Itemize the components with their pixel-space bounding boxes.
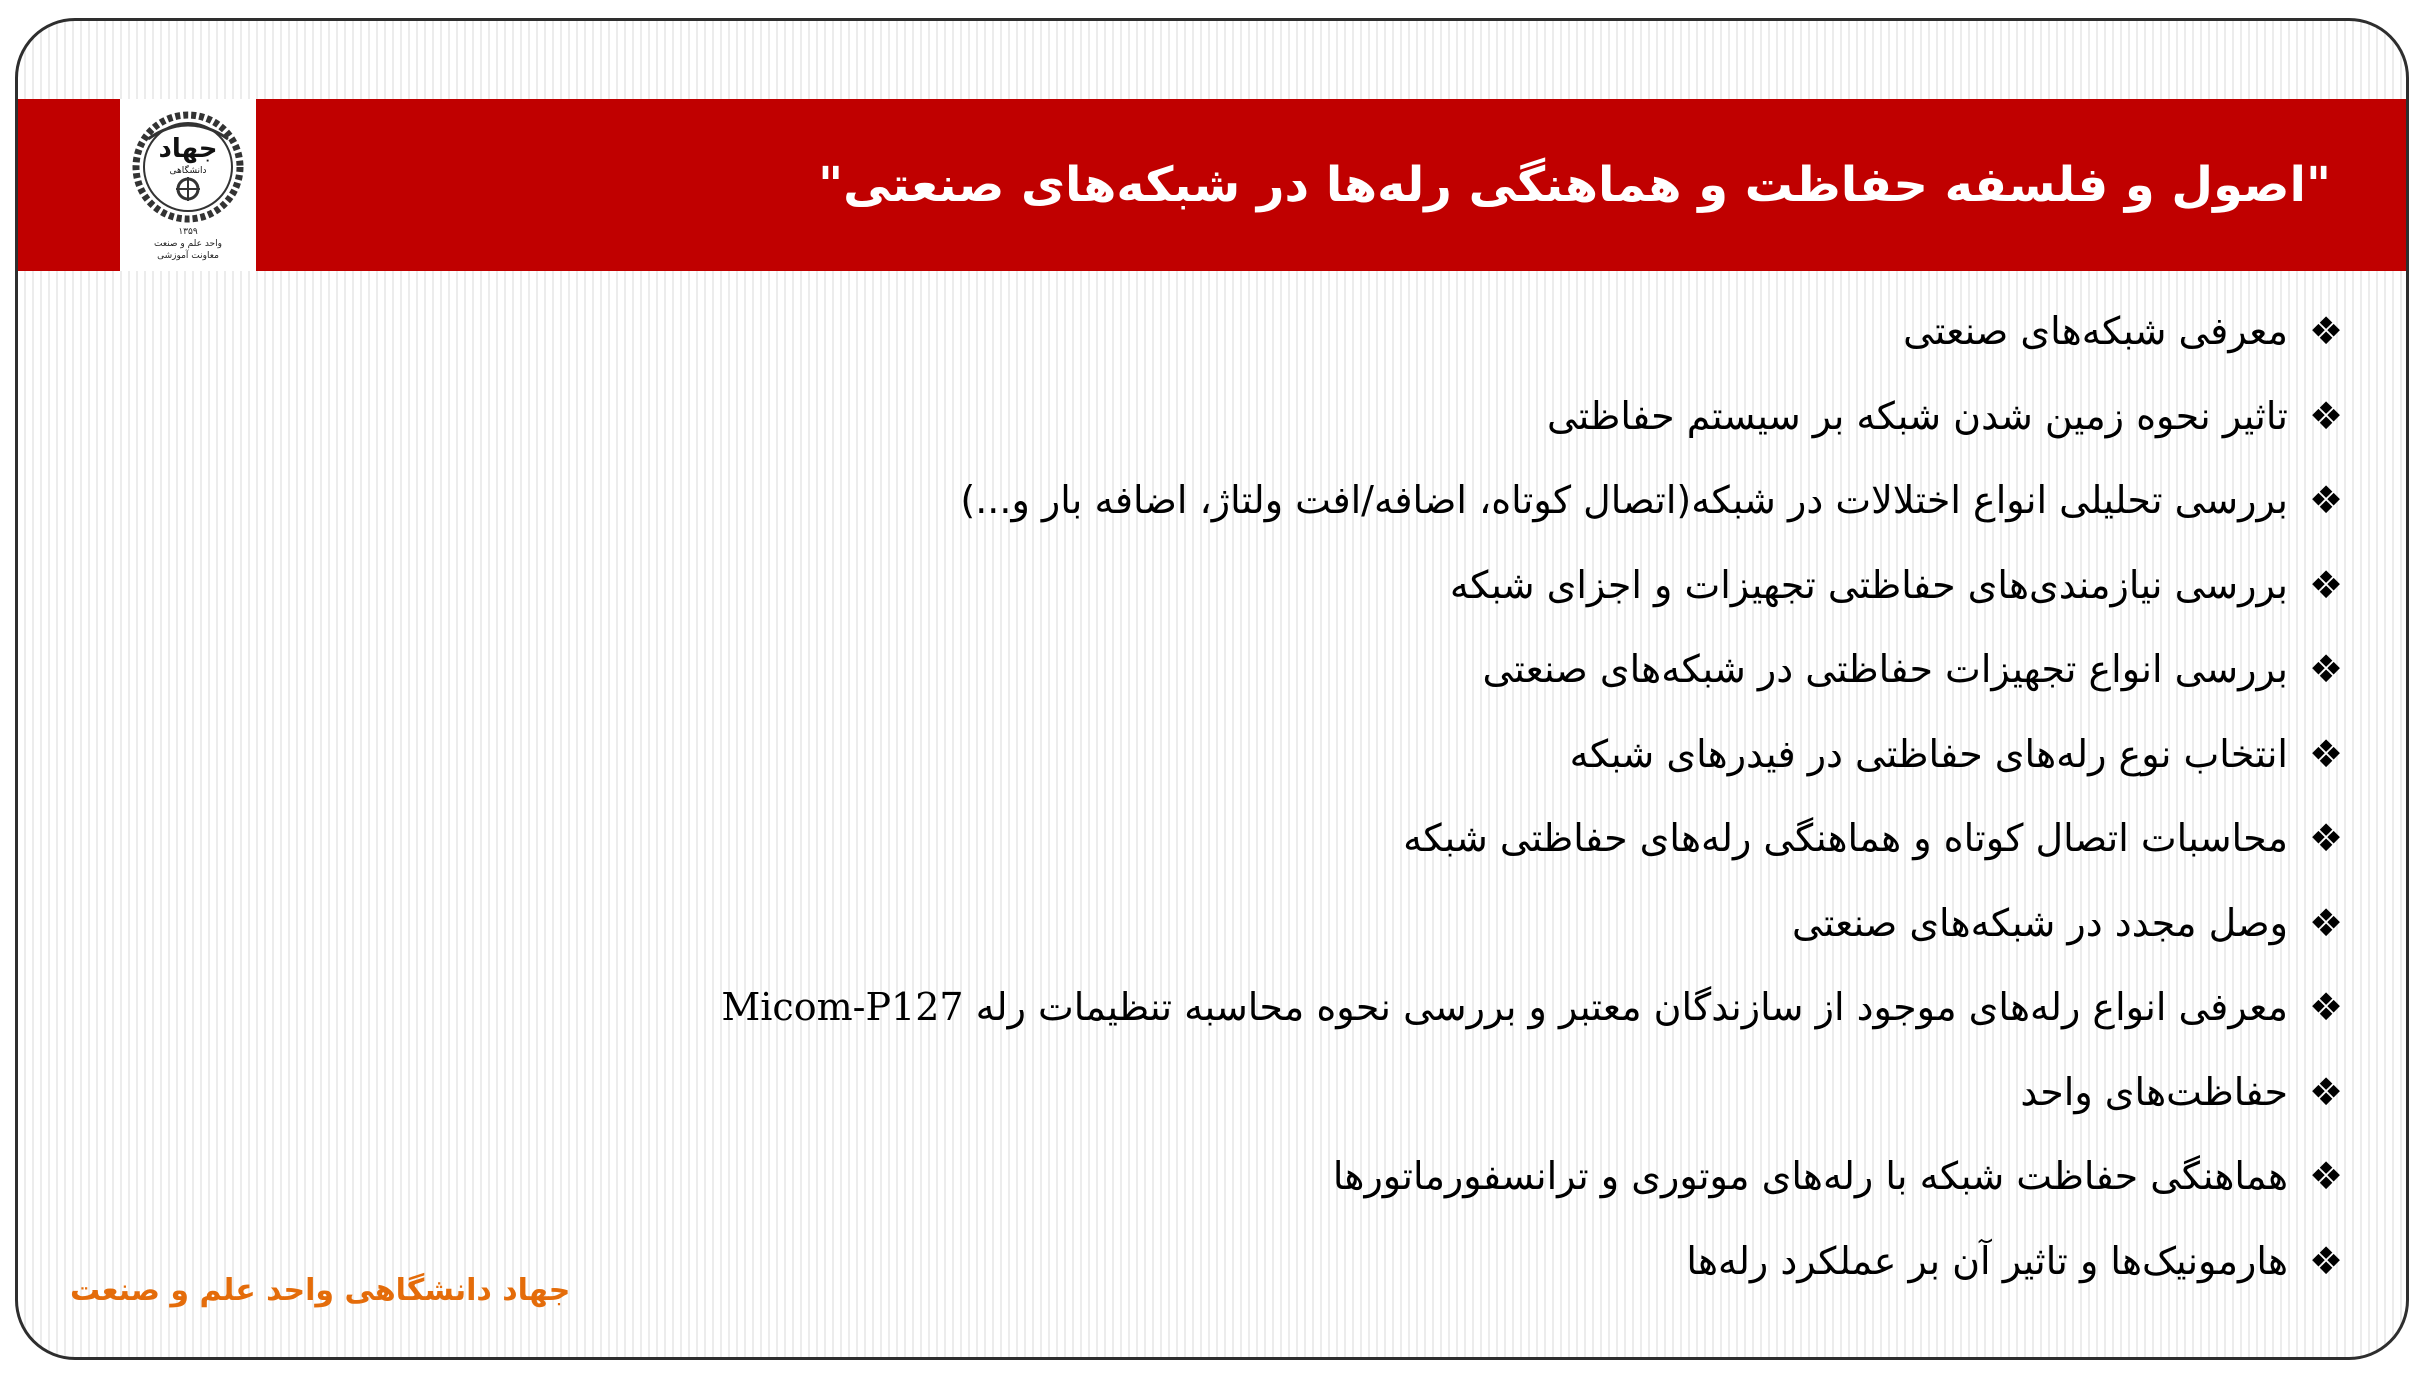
logo <box>120 99 256 271</box>
list-item-text: بررسی انواع تجهیزات حفاظتی در شبکه‌های صنعتی <box>1482 647 2288 691</box>
logo-caption-line2: معاونت آموزشی <box>157 251 219 261</box>
slide-title: "اصول و فلسفه حفاظت و هماهنگی رله‌ها در شبکه‌های صنعتی" <box>818 157 2331 213</box>
bullet-list <box>354 289 2354 1303</box>
list-item <box>354 881 2354 966</box>
list-item-text-main: معرفی انواع رله‌های موجود از سازندگان معتبر و بررسی نحوه محاسبه تنظیمات رله <box>975 985 2288 1029</box>
list-item <box>354 965 2354 1050</box>
list-item-text: هارمونیک‌ها و تاثیر آن بر عملکرد رله‌ها <box>1686 1238 2288 1283</box>
jahad-daneshgahi-emblem-icon <box>126 105 250 227</box>
diamond-bullet-icon: ❖ <box>2308 900 2344 945</box>
list-item-text: وصل مجدد در شبکه‌های صنعتی <box>1792 900 2288 945</box>
list-item <box>354 1050 2354 1135</box>
list-item-text: محاسبات اتصال کوتاه و هماهنگی رله‌های حفاظتی شبکه <box>1403 816 2288 860</box>
diamond-bullet-icon: ❖ <box>2308 647 2344 691</box>
list-item <box>354 1219 2354 1304</box>
list-item-text: حفاظت‌های واحد <box>2020 1069 2288 1114</box>
list-item <box>354 458 2354 543</box>
list-item-text <box>721 965 2288 1050</box>
list-item <box>354 374 2354 459</box>
diamond-bullet-icon: ❖ <box>2308 816 2344 860</box>
relay-model-name: Micom-P127 <box>721 985 964 1029</box>
slide-frame <box>15 18 2409 1360</box>
footer-organization: جهاد دانشگاهی واحد علم و صنعت <box>70 1273 571 1308</box>
logo-sub: دانشگاهی <box>169 166 207 176</box>
diamond-bullet-icon: ❖ <box>2308 478 2344 522</box>
list-item <box>354 1134 2354 1219</box>
diamond-bullet-icon: ❖ <box>2308 1238 2344 1283</box>
logo-year: ۱۳۵۹ <box>178 227 198 237</box>
list-item-text: بررسی تحلیلی انواع اختلالات در شبکه(اتصال کوتاه، اضافه/افت ولتاژ، اضافه بار و...) <box>960 478 2288 522</box>
list-item <box>354 289 2354 374</box>
diamond-bullet-icon: ❖ <box>2308 309 2344 353</box>
list-item-text: معرفی شبکه‌های صنعتی <box>1903 309 2288 353</box>
diamond-bullet-icon: ❖ <box>2308 1069 2344 1114</box>
logo-name: جهاد <box>158 134 218 164</box>
diamond-bullet-icon: ❖ <box>2308 1154 2344 1198</box>
list-item <box>354 627 2354 712</box>
diamond-bullet-icon: ❖ <box>2308 562 2344 607</box>
diamond-bullet-icon: ❖ <box>2308 985 2344 1029</box>
list-item <box>354 712 2354 797</box>
diamond-bullet-icon: ❖ <box>2308 393 2344 438</box>
list-item-text: بررسی نیازمندی‌های حفاظتی تجهیزات و اجزای شبکه <box>1449 562 2288 607</box>
diamond-bullet-icon: ❖ <box>2308 731 2344 776</box>
list-item <box>354 543 2354 628</box>
list-item <box>354 796 2354 881</box>
list-item-text: تاثیر نحوه زمین شدن شبکه بر سیستم حفاظتی <box>1547 393 2288 438</box>
list-item-text: انتخاب نوع رله‌های حفاظتی در فیدرهای شبکه <box>1569 731 2288 776</box>
list-item-text: هماهنگی حفاظت شبکه با رله‌های موتوری و ترانسفورماتورها <box>1332 1154 2288 1198</box>
logo-caption-line1: واحد علم و صنعت <box>154 239 222 249</box>
